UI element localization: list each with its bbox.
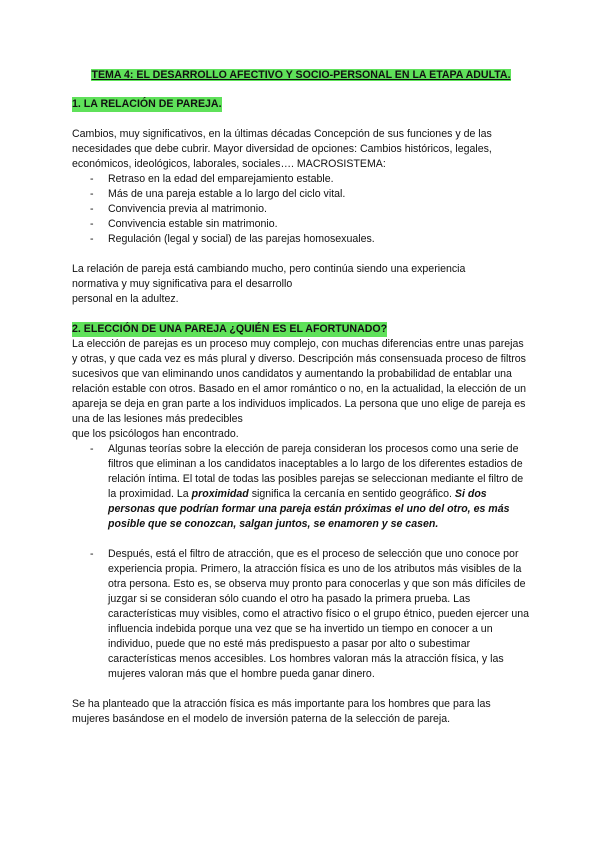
bullet1-text: Algunas teorías sobre la elección de pareja consideran los procesos como una serie de filtros que eliminan a los candidatos inaceptables a lo largo de los diferentes estadios de relación íntima. El total de todas las posibles parejas se seleccionan mediante el filtro de la proximidad. La: [108, 443, 524, 500]
list-item: - Retraso en la edad del emparejamiento estable.: [72, 172, 530, 187]
bullet1-emphasis: Si dos personas que podrían formar una pareja están próximas el uno del otro, es más posible que se conozcan, salgan juntos, se enamoren y se casen.: [108, 488, 510, 530]
list-item: - Regulación (legal y social) de las parejas homosexuales.: [72, 232, 530, 247]
title-text: TEMA 4: EL DESARROLLO AFECTIVO Y SOCIO-PERSONAL EN LA ETAPA ADULTA.: [91, 69, 511, 81]
section2-intro-end: que los psicólogos han encontrado.: [72, 428, 239, 440]
section2-intro-text: La elección de parejas es un proceso muy complejo, con muchas diferencias entre unas parejas y otras, y que cada vez es más plural y diverso. Descripción más consensuada proceso de filtros sucesivos que van eliminando unos candidatos y aumentando la probabilidad de entablar una relación estable con otros. Basado en el amor romántico o no, en la actualidad, la elección de un apareja se deja en gran parte a los individuos implicados. La persona que uno elige de pareja es una de las lesiones más predecibles: [72, 338, 527, 425]
bullet1-term: proximidad: [191, 488, 249, 500]
list-item: [72, 442, 530, 532]
section2-heading-wrap: [72, 322, 530, 337]
document-title: [72, 68, 530, 83]
bullet1-after: significa la cercanía en sentido geográfico.: [251, 488, 452, 500]
closing-line: personal en la adultez.: [72, 293, 179, 305]
section2-intro: [72, 337, 530, 442]
section2-final: Se ha planteado que la atracción física es más importante para los hombres que para las mujeres basándose en el modelo de inversión paterna de la selección de pareja.: [72, 698, 491, 725]
bullet2-text: Después, está el filtro de atracción, que es el proceso de selección que uno conoce por experiencia propia. Primero, la atracción física es uno de los atributos más visibles de la otra persona. Esto es, se observa muy pronto para conocerlas y que son más difíciles de juzgar si se consideran sólo cuando el otro ha pasado la primera prueba. Las características muy visibles, como el atractivo físico o el grupo étnico, pueden ejercer una influencia indebida porque una vez que se ha invertido un tiempo en conocer a un individuo, puede que no esté más predispuesto a pasar por alto o subestimar características menos accesibles. Los hombres valoran más la atracción física, y las mujeres valoran más que el hombre pueda ganar dinero.: [108, 548, 530, 680]
section1-list: [72, 172, 530, 247]
document-page: [72, 68, 530, 727]
list-item: - Más de una pareja estable a lo largo del ciclo vital.: [72, 187, 530, 202]
list-item: [72, 547, 530, 682]
section2-heading: 2. ELECCIÓN DE UNA PAREJA ¿QUIÉN ES EL AFORTUNADO?: [72, 323, 388, 335]
closing-line: normativa y muy significativa para el desarrollo: [72, 278, 293, 290]
section1-closing: [72, 262, 530, 307]
section1-intro: Cambios, muy significativos, en la últimas décadas Concepción de sus funciones y de las necesidades que debe cubrir. Mayor diversidad de opciones: Cambios históricos, legales, económicos, ideológicos, laborales, sociales…. MACROSISTEMA:: [72, 128, 492, 170]
section1-heading: 1. LA RELACIÓN DE PAREJA.: [72, 98, 222, 110]
section1-heading-wrap: [72, 83, 530, 112]
list-item: - Convivencia previa al matrimonio.: [72, 202, 530, 217]
list-item: - Convivencia estable sin matrimonio.: [72, 217, 530, 232]
section2-list: [72, 442, 530, 682]
closing-line: La relación de pareja está cambiando mucho, pero continúa siendo una experiencia: [72, 263, 466, 275]
